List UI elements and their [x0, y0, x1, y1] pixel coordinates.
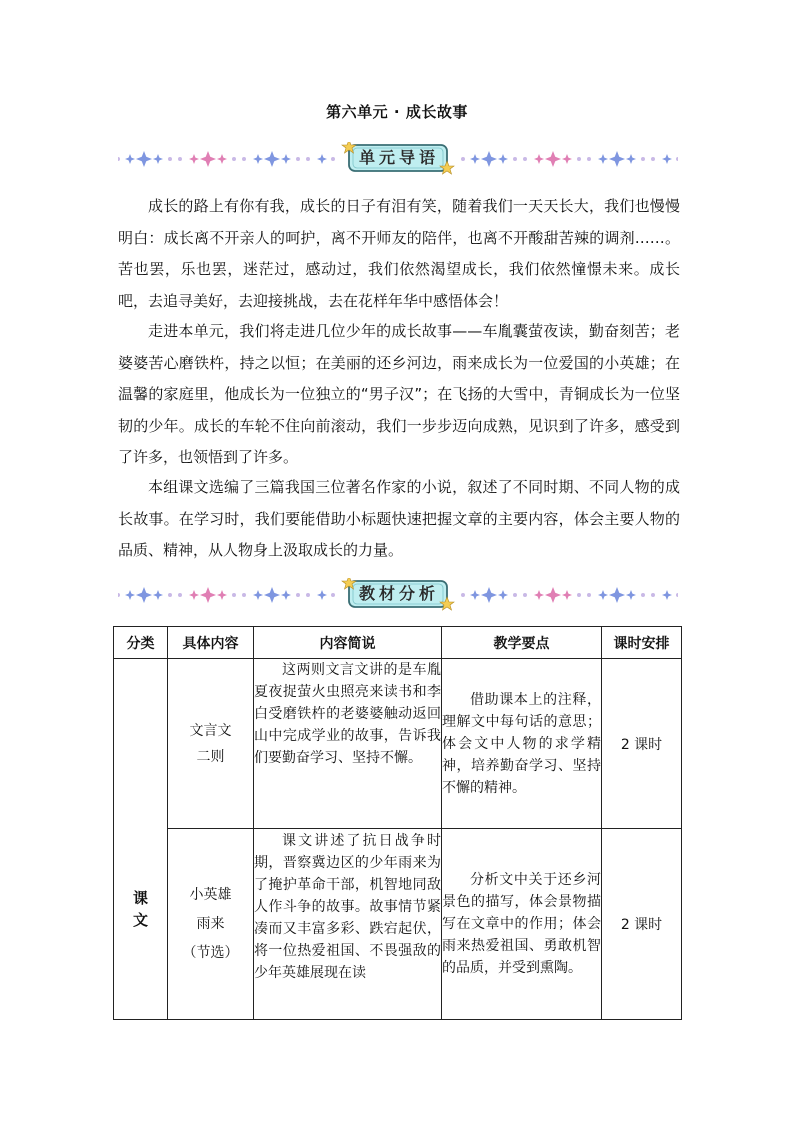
sparkle-star-icon	[609, 587, 625, 603]
sparkle-star-icon	[662, 590, 672, 600]
sparkle-dot	[587, 593, 591, 597]
table-row	[114, 829, 682, 1020]
sparkle-star-icon	[545, 587, 561, 603]
sparkle-dot	[296, 157, 300, 161]
sparkle-dot	[168, 157, 172, 161]
intro-paragraph-3: 本组课文选编了三篇我国三位著名作家的小说，叙述了不同时期、不同人物的成长故事。在学习时，我们要能借助小标题快速把握文章的主要内容，体会主要人物的品质、精神，从人物身上汲取成长的力量。	[118, 478, 680, 559]
section-banner-material-analysis	[118, 578, 678, 612]
sparkle-dot	[676, 157, 678, 161]
sparkle-star-icon	[253, 590, 263, 600]
lesson-name-line: 小英雄	[189, 886, 232, 903]
sparkle-star-icon	[217, 154, 227, 164]
sparkle-star-icon	[136, 151, 152, 167]
sparkle-star-icon	[626, 154, 636, 164]
sparkle-dot	[651, 157, 655, 161]
sparkle-dot	[577, 157, 581, 161]
sparkle-dot	[461, 157, 465, 161]
sparkle-star-icon	[281, 590, 291, 600]
lesson-name-cell	[168, 659, 254, 829]
table-header-row	[114, 627, 682, 659]
sparkle-star-icon	[598, 590, 608, 600]
header-content: 具体内容	[168, 627, 254, 659]
sparkle-dot	[306, 157, 310, 161]
category-char: 文	[132, 911, 148, 929]
sparkle-dot	[178, 593, 182, 597]
sparkle-star-icon	[662, 154, 672, 164]
sparkle-star-icon	[217, 590, 227, 600]
section-label-unit-intro: 单元导语	[358, 148, 439, 167]
sparkle-star-icon	[125, 590, 135, 600]
sparkle-dot	[242, 157, 246, 161]
category-cell	[114, 659, 168, 1020]
sparkle-star-icon	[253, 154, 263, 164]
sparkle-dot	[331, 157, 335, 161]
hours-cell: 2 课时	[602, 659, 682, 829]
hours-cell: 2 课时	[602, 829, 682, 1020]
sparkle-star-icon	[498, 590, 508, 600]
header-category: 分类	[114, 627, 168, 659]
sparkle-dot	[168, 593, 172, 597]
sparkle-star-icon	[264, 587, 280, 603]
sparkle-dot	[178, 157, 182, 161]
sparkle-star-icon	[281, 154, 291, 164]
sparkle-star-icon	[153, 590, 163, 600]
sparkle-star-icon	[481, 151, 497, 167]
lesson-name-line: 雨来	[196, 915, 225, 932]
sparkle-dot	[641, 157, 645, 161]
sparkle-dot	[118, 157, 120, 161]
sparkle-dot	[523, 593, 527, 597]
lesson-name-line: （节选）	[182, 944, 239, 961]
sparkle-dot	[513, 593, 517, 597]
sparkle-star-icon	[562, 154, 572, 164]
header-summary: 内容简说	[254, 627, 442, 659]
sparkle-dot	[651, 593, 655, 597]
lesson-name-line: 文言文	[189, 722, 232, 739]
key-points-cell: 分析文中关于还乡河景色的描写，体会景物描写在文章中的作用；体会雨来热爱祖国、勇敢机智的品质，并受到熏陶。	[442, 829, 602, 1020]
sparkle-star-icon	[264, 151, 280, 167]
sparkle-dot	[232, 593, 236, 597]
sparkle-star-icon	[562, 590, 572, 600]
page-title: 第六单元 · 成长故事	[326, 103, 468, 121]
sparkle-dot	[577, 593, 581, 597]
category-char: 课	[132, 889, 148, 907]
section-label-material-analysis: 教材分析	[358, 584, 439, 603]
sparkle-dot	[641, 593, 645, 597]
lesson-name-cell	[168, 829, 254, 1020]
sparkle-star-icon	[200, 151, 216, 167]
lesson-name-line: 二则	[196, 748, 225, 765]
sparkle-star-icon	[626, 590, 636, 600]
intro-paragraph-2: 走进本单元，我们将走进几位少年的成长故事——车胤囊萤夜读，勤奋刻苦；老婆婆苦心磨铁杵，持之以恒；在美丽的还乡河边，雨来成长为一位爱国的小英雄；在温馨的家庭里，他成长为一位独立的“男子汉”；在飞扬的大雪中，青铜成长为一位坚韧的少年。成长的车轮不住向前滚动，我们一步步迈向成熟，见识到了许多，感受到了许多，也领悟到了许多。	[118, 322, 680, 466]
sparkle-star-icon	[481, 587, 497, 603]
sparkle-star-icon	[470, 590, 480, 600]
summary-cell: 课文讲述了抗日战争时期，晋察冀边区的少年雨来为了掩护革命干部，机智地同敌人作斗争的故事。故事情节紧凑而又丰富多彩、跌宕起伏，将一位热爱祖国、不畏强敌的少年英雄展现在读	[254, 829, 442, 1020]
sparkle-star-icon	[317, 590, 327, 600]
table-row	[114, 659, 682, 829]
sparkle-star-icon	[598, 154, 608, 164]
sparkle-dot	[331, 593, 335, 597]
header-hours: 课时安排	[602, 627, 682, 659]
sparkle-star-icon	[609, 151, 625, 167]
sparkle-dot	[587, 157, 591, 161]
sparkle-star-icon	[545, 151, 561, 167]
section-banner-unit-intro	[118, 142, 678, 176]
sparkle-dot	[461, 593, 465, 597]
header-key-points: 教学要点	[442, 627, 602, 659]
sparkle-dot	[513, 157, 517, 161]
sparkle-dot	[232, 157, 236, 161]
sparkle-star-icon	[534, 590, 544, 600]
sparkle-dot	[306, 593, 310, 597]
sparkle-star-icon	[189, 590, 199, 600]
analysis-table	[113, 626, 682, 1020]
sparkle-star-icon	[136, 587, 152, 603]
sparkle-star-icon	[470, 154, 480, 164]
sparkle-star-icon	[534, 154, 544, 164]
sparkle-star-icon	[317, 154, 327, 164]
sparkle-dot	[118, 593, 120, 597]
summary-cell: 这两则文言文讲的是车胤夏夜捉萤火虫照亮来读书和李白受磨铁杵的老婆婆触动返回山中完成学业的故事，告诉我们要勤奋学习、坚持不懈。	[254, 659, 442, 829]
sparkle-star-icon	[189, 154, 199, 164]
sparkle-star-icon	[153, 154, 163, 164]
sparkle-dot	[676, 593, 678, 597]
sparkle-star-icon	[200, 587, 216, 603]
sparkle-dot	[296, 593, 300, 597]
intro-paragraph-1: 成长的路上有你有我，成长的日子有泪有笑，随着我们一天天长大，我们也慢慢明白：成长离不开亲人的呵护，离不开师友的陪伴，也离不开酸甜苦辣的调剂……。苦也罢，乐也罢，迷茫过，感动过，我们依然渴望成长，我们依然憧憬未来。成长吧，去追寻美好，去迎接挑战，去在花样年华中感悟体会！	[118, 197, 680, 310]
sparkle-star-icon	[125, 154, 135, 164]
sparkle-dot	[523, 157, 527, 161]
sparkle-star-icon	[498, 154, 508, 164]
key-points-cell: 借助课本上的注释，理解文中每句话的意思；体会文中人物的求学精神，培养勤奋学习、坚持不懈的精神。	[442, 659, 602, 829]
sparkle-dot	[242, 593, 246, 597]
